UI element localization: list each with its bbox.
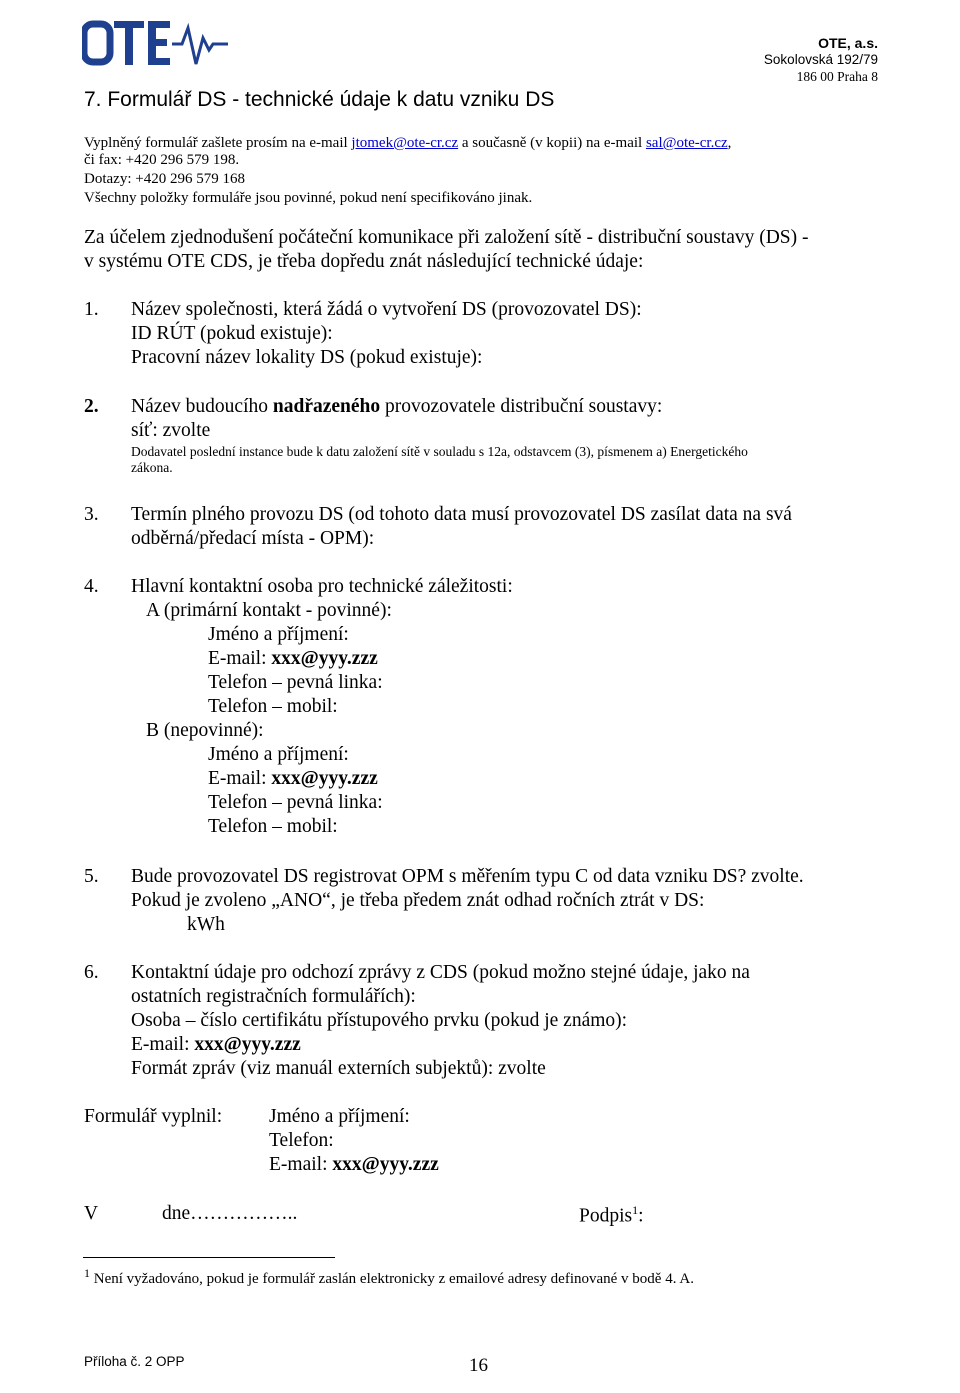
item-4-b-email: E-mail: xxx@yyy.zzz [208,768,378,789]
instructions-line-1: Vyplněný formulář zašlete prosím na e-mail jtomek@ote-cr.cz a současně (v kopii) na e-mail sal@ote-cr.cz, [84,135,732,151]
item-1-number: 1. [84,299,99,320]
item-5-unit: kWh [187,914,225,935]
item-4-number: 4. [84,576,99,597]
instructions-fax: či fax: +420 296 579 198. [84,152,240,168]
page-title: 7. Formulář DS - technické údaje k datu vzniku DS [84,88,555,111]
filled-by-name: Jméno a příjmení: [269,1106,410,1127]
footer-attachment: Příloha č. 2 OPP [84,1354,185,1369]
instructions-required: Všechny položky formuláře jsou povinné, pokud není specifikováno jinak. [84,190,533,206]
item-2-network-select[interactable]: síť: zvolte [131,420,211,441]
item-2-note-2: zákona. [131,460,173,475]
item-6-number: 6. [84,962,99,983]
filled-by-phone: Telefon: [269,1130,334,1151]
item-4-a-phone-mobile: Telefon – mobil: [208,696,338,717]
item-2-note-1: Dodavatel poslední instance bude k datu založení sítě v souladu s 12a, odstavcem (3), písmenem a) Energetického [131,444,748,459]
intro-line-2: v systému OTE CDS, je třeba dopředu znát následující technické údaje: [84,251,644,272]
item-4-b-phone-fixed: Telefon – pevná linka: [208,792,383,813]
item-6-line-2: ostatních registračních formulářích): [131,986,416,1007]
email-link-sal[interactable]: sal@ote-cr.cz [645,135,728,151]
item-1-locality: Pracovní název lokality DS (pokud existuje): [131,347,483,368]
company-name: OTE, a.s. [818,35,878,51]
item-4-a-phone-fixed: Telefon – pevná linka: [208,672,383,693]
item-3-number: 3. [84,504,99,525]
signature-label: Podpis$^1$: [579,1203,644,1227]
item-5-question[interactable]: Bude provozovatel DS registrovat OPM s měřením typu C od data vzniku DS? zvolte. [131,866,804,887]
item-6-email: E-mail: xxx@yyy.zzz [131,1034,301,1055]
item-6-certificate: Osoba – číslo certifikátu přístupového prvku (pokud je známo): [131,1010,628,1031]
footnote-divider [83,1257,335,1258]
filled-by-email: E-mail: xxx@yyy.zzz [269,1154,439,1175]
item-4-heading: Hlavní kontaktní osoba pro technické záležitosti: [131,576,513,597]
filled-by-label: Formulář vyplnil: [84,1106,223,1127]
item-4-b-name: Jméno a příjmení: [208,744,349,765]
company-city: 186 00 Praha 8 [796,69,878,84]
instructions-questions: Dotazy: +420 296 579 168 [84,171,245,187]
item-4-a-name: Jméno a příjmení: [208,624,349,645]
item-4-contact-a: A (primární kontakt - povinné): [146,600,392,621]
item-2-operator: Název budoucího nadřazeného provozovatele distribuční soustavy: [131,396,663,417]
footnote: $^1$ Není vyžadováno, pokud je formulář zaslán elektronicky z emailové adresy definované v bodě 4. A. [84,1266,694,1287]
item-1-company: Název společnosti, která žádá o vytvoření DS (provozovatel DS): [131,299,642,320]
item-5-number: 5. [84,866,99,887]
item-3-line-1: Termín plného provozu DS (od tohoto data musí provozovatel DS zasílat data na svá [131,504,792,525]
item-2-number: 2. [84,396,99,417]
item-4-a-email: E-mail: xxx@yyy.zzz [208,648,378,669]
item-3-line-2: odběrná/předací místa - OPM): [131,528,375,549]
email-link-jtomek[interactable]: jtomek@ote-cr.cz [351,135,459,151]
item-1-rut: ID RÚT (pokud existuje): [131,323,333,344]
intro-line-1: Za účelem zjednodušení počáteční komunikace při založení sítě - distribuční soustavy (DS) - [84,227,809,248]
item-4-b-phone-mobile: Telefon – mobil: [208,816,338,837]
item-4-contact-b: B (nepovinné): [146,720,264,741]
company-street: Sokolovská 192/79 [763,52,878,67]
item-6-format[interactable]: Formát zpráv (viz manuál externích subjektů): zvolte [131,1058,546,1079]
page-number: 16 [469,1355,488,1376]
item-5-losses: Pokud je zvoleno „ANO“, je třeba předem znát odhad ročních ztrát v DS: [131,890,705,911]
item-6-line-1: Kontaktní údaje pro odchozí zprávy z CDS (pokud možno stejné údaje, jako na [131,962,750,983]
ote-logo [82,20,230,75]
signature-date: dne…………….. [162,1203,298,1224]
signature-place: V [84,1203,99,1224]
